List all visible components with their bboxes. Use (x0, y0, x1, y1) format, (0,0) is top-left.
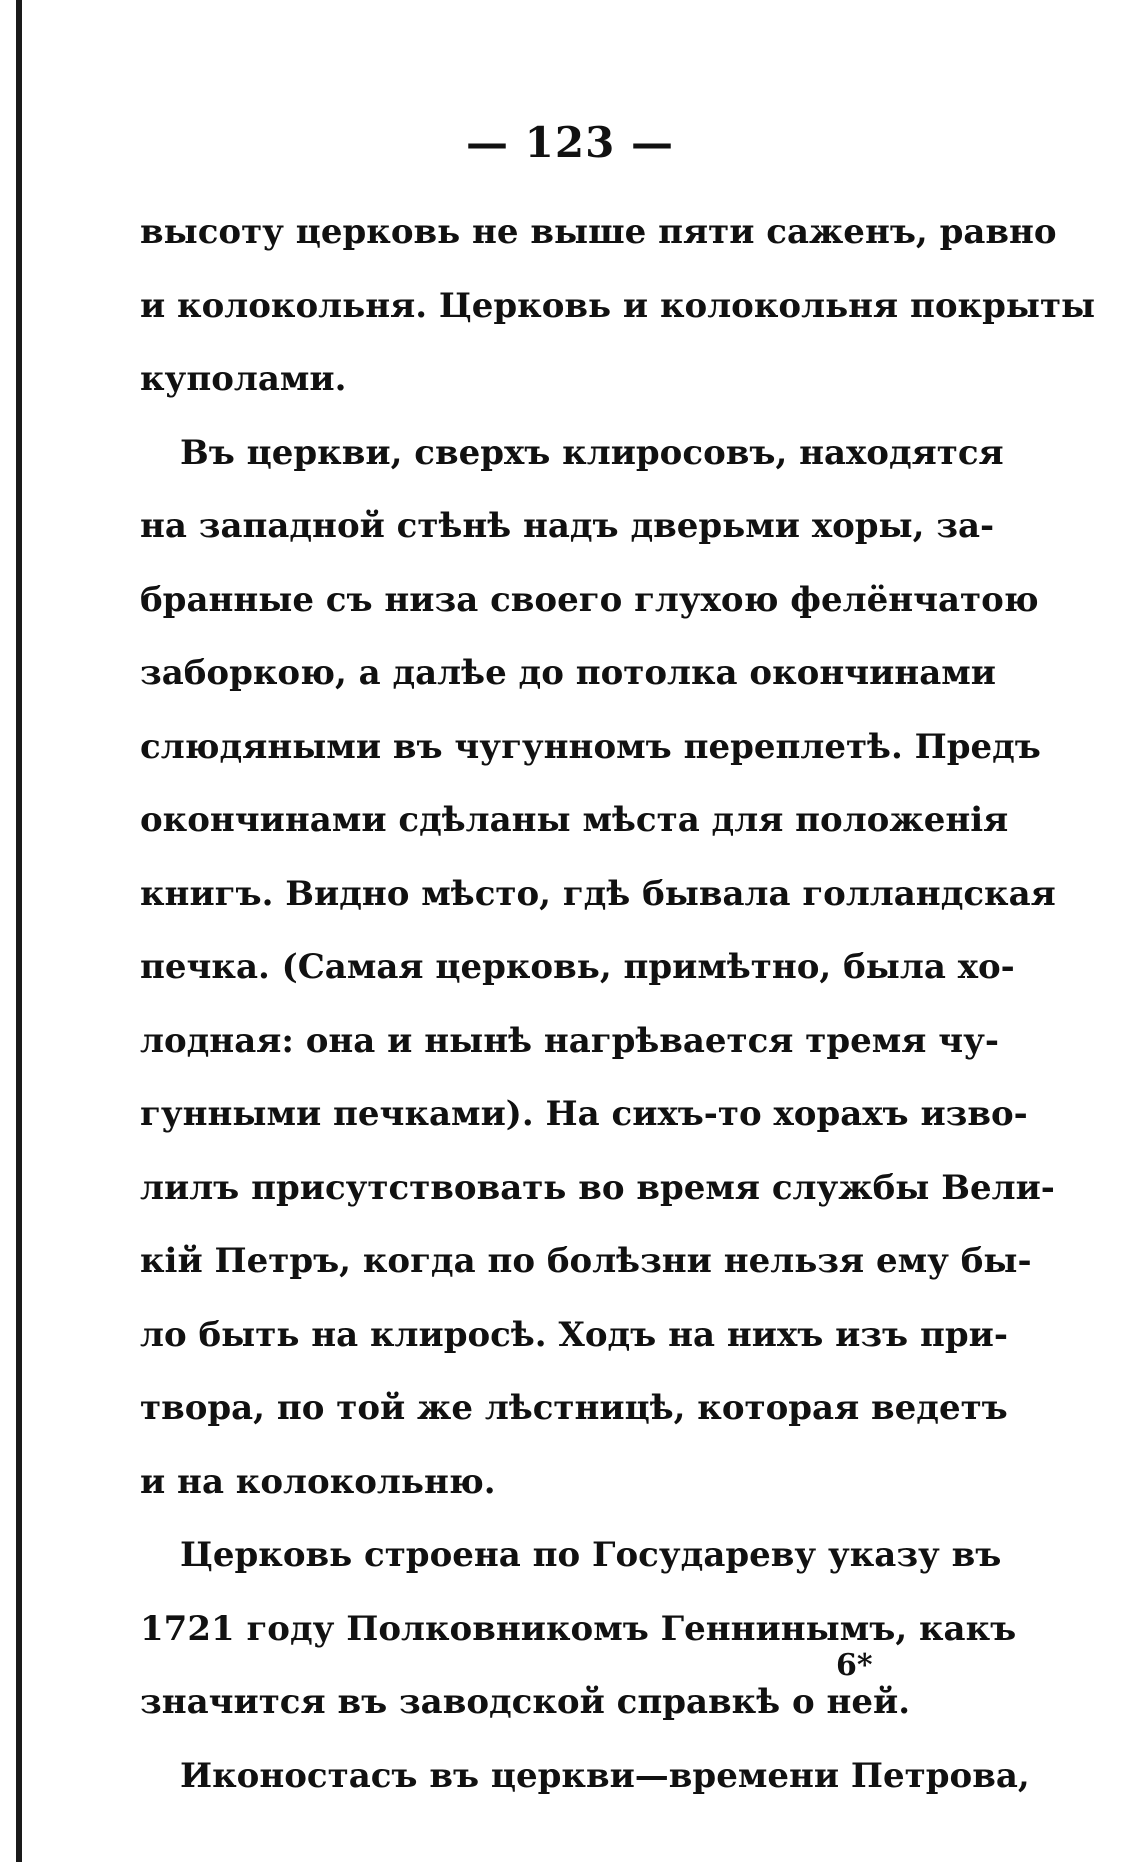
text-line: высоту церковь не выше пяти саженъ, равно (140, 212, 1057, 252)
text-line: Церковь строена по Государеву указу въ (180, 1535, 1002, 1575)
text-line: ло быть на клиросѣ. Ходъ на нихъ изъ при- (140, 1314, 1008, 1355)
text-line: и на колокольню. (140, 1461, 496, 1502)
body-text (140, 196, 1096, 1813)
text-line: лилъ присутствовать во время службы Вели- (140, 1167, 1055, 1208)
text-line: Иконостасъ въ церкви—времени Петрова, (180, 1755, 1030, 1796)
text-line: на западной стѣнѣ надъ дверьми хоры, за- (140, 506, 995, 546)
text-line: печка. (Самая церковь, примѣтно, была хо- (140, 947, 1015, 987)
text-line: бранные съ низа своего глухою фелёнчатою (140, 579, 1039, 620)
text-line: слюдяными въ чугунномъ переплетѣ. Предъ (140, 726, 1041, 767)
text-line: 1721 году Полковникомъ Геннинымъ, какъ (140, 1608, 1017, 1649)
text-line: окончинами сдѣланы мѣста для положенія (140, 800, 1009, 840)
text-line: заборкою, а далѣе до потолка окончинами (140, 653, 996, 693)
page-number: — 123 — (466, 118, 674, 167)
text-line: и колокольня. Церковь и колокольня покрыты (140, 285, 1096, 326)
signature-mark: 6* (836, 1648, 873, 1683)
text-line: куполами. (140, 359, 347, 399)
page-edge-shadow (16, 0, 22, 1862)
text-line: Въ церкви, сверхъ клиросовъ, находятся (180, 432, 1004, 473)
text-line: книгъ. Видно мѣсто, гдѣ бывала голландская (140, 873, 1056, 914)
text-line: гунными печками). На сихъ-то хорахъ изво- (140, 1094, 1028, 1134)
text-line: твора, по той же лѣстницѣ, которая ведетъ (140, 1388, 1008, 1428)
text-line: лодная: она и нынѣ нагрѣвается тремя чу- (140, 1020, 999, 1061)
text-line: кій Петръ, когда по болѣзни нельзя ему бы- (140, 1241, 1032, 1281)
text-line: значится въ заводской справкѣ о ней. (140, 1682, 911, 1722)
